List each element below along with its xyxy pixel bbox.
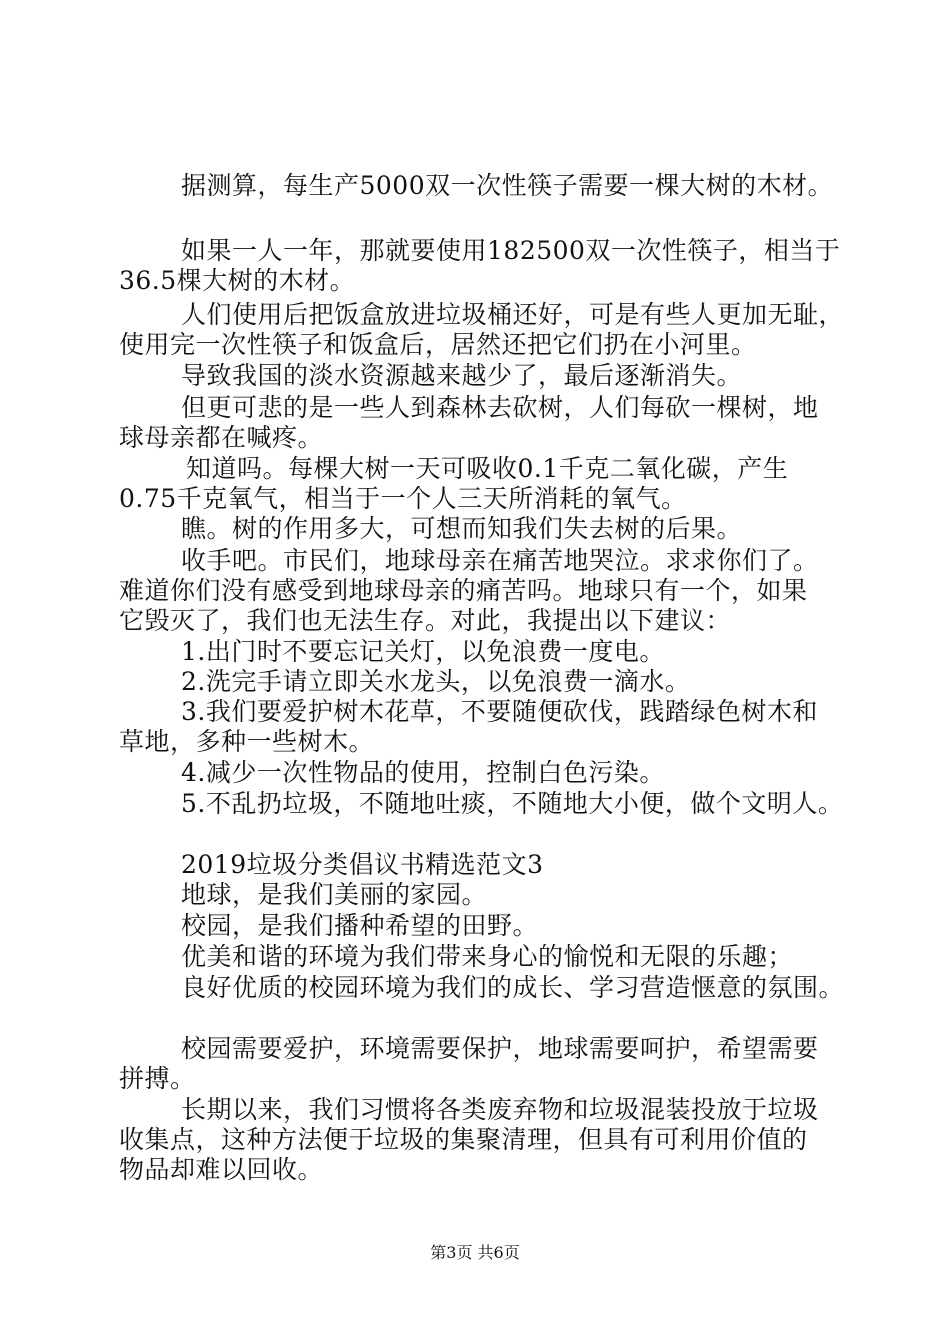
- paragraph-line: 球母亲都在喊疼。: [119, 423, 324, 452]
- paragraph-line: 收集点，这种方法便于垃圾的集聚清理，但具有可利用价值的: [119, 1125, 808, 1154]
- paragraph-line: 瞧。树的作用多大，可想而知我们失去树的后果。: [181, 514, 743, 543]
- list-item: 3.我们要爱护树木花草，不要随便砍伐，践踏绿色树木和: [181, 697, 818, 726]
- paragraph-line: 校园需要爱护，环境需要保护，地球需要呵护，希望需要: [181, 1034, 819, 1063]
- paragraph-line: 使用完一次性筷子和饭盒后，居然还把它们扔在小河里。: [119, 330, 757, 359]
- paragraph-line: 难道你们没有感受到地球母亲的痛苦吗。地球只有一个，如果: [119, 576, 808, 605]
- list-item: 草地，多种一些树木。: [119, 727, 375, 756]
- paragraph-line: 据测算，每生产5000双一次性筷子需要一棵大树的木材。: [181, 171, 834, 200]
- list-item: 1.出门时不要忘记关灯，以免浪费一度电。: [181, 637, 665, 666]
- paragraph-line: 但更可悲的是一些人到森林去砍树，人们每砍一棵树，地: [181, 393, 819, 422]
- paragraph-line: 校园，是我们播种希望的田野。: [181, 911, 539, 940]
- list-item: 5.不乱扔垃圾，不随地吐痰，不随地大小便，做个文明人。: [181, 789, 844, 818]
- list-item: 2.洗完手请立即关水龙头，以免浪费一滴水。: [181, 667, 691, 696]
- paragraph-line: 36.5棵大树的木材。: [119, 266, 356, 295]
- list-item: 4.减少一次性物品的使用，控制白色污染。: [181, 758, 665, 787]
- paragraph-line: 拼搏。: [119, 1064, 196, 1093]
- page-footer: 第3页 共6页: [430, 1243, 520, 1262]
- paragraph-line: 优美和谐的环境为我们带来身心的愉悦和无限的乐趣；: [181, 942, 794, 971]
- paragraph-line: 0.75千克氧气，相当于一个人三天所消耗的氧气。: [119, 484, 687, 513]
- paragraph-line: 如果一人一年，那就要使用182500双一次性筷子，相当于: [181, 236, 841, 265]
- paragraph-line: 导致我国的淡水资源越来越少了，最后逐渐消失。: [181, 361, 743, 390]
- paragraph-line: 它毁灭了，我们也无法生存。对此，我提出以下建议：: [119, 606, 732, 635]
- paragraph-line: 知道吗。每棵大树一天可吸收0.1千克二氧化碳，产生: [186, 454, 789, 483]
- paragraph-line: 地球，是我们美丽的家园。: [181, 880, 488, 909]
- paragraph-line: 收手吧。市民们，地球母亲在痛苦地哭泣。求求你们了。: [181, 546, 819, 575]
- paragraph-line: 长期以来，我们习惯将各类废弃物和垃圾混装投放于垃圾: [181, 1095, 819, 1124]
- section-heading: 2019垃圾分类倡议书精选范文3: [181, 850, 544, 879]
- paragraph-line: 物品却难以回收。: [119, 1155, 324, 1184]
- paragraph-line: 人们使用后把饭盒放进垃圾桶还好，可是有些人更加无耻，: [181, 300, 845, 329]
- paragraph-line: 良好优质的校园环境为我们的成长、学习营造惬意的氛围。: [181, 973, 845, 1002]
